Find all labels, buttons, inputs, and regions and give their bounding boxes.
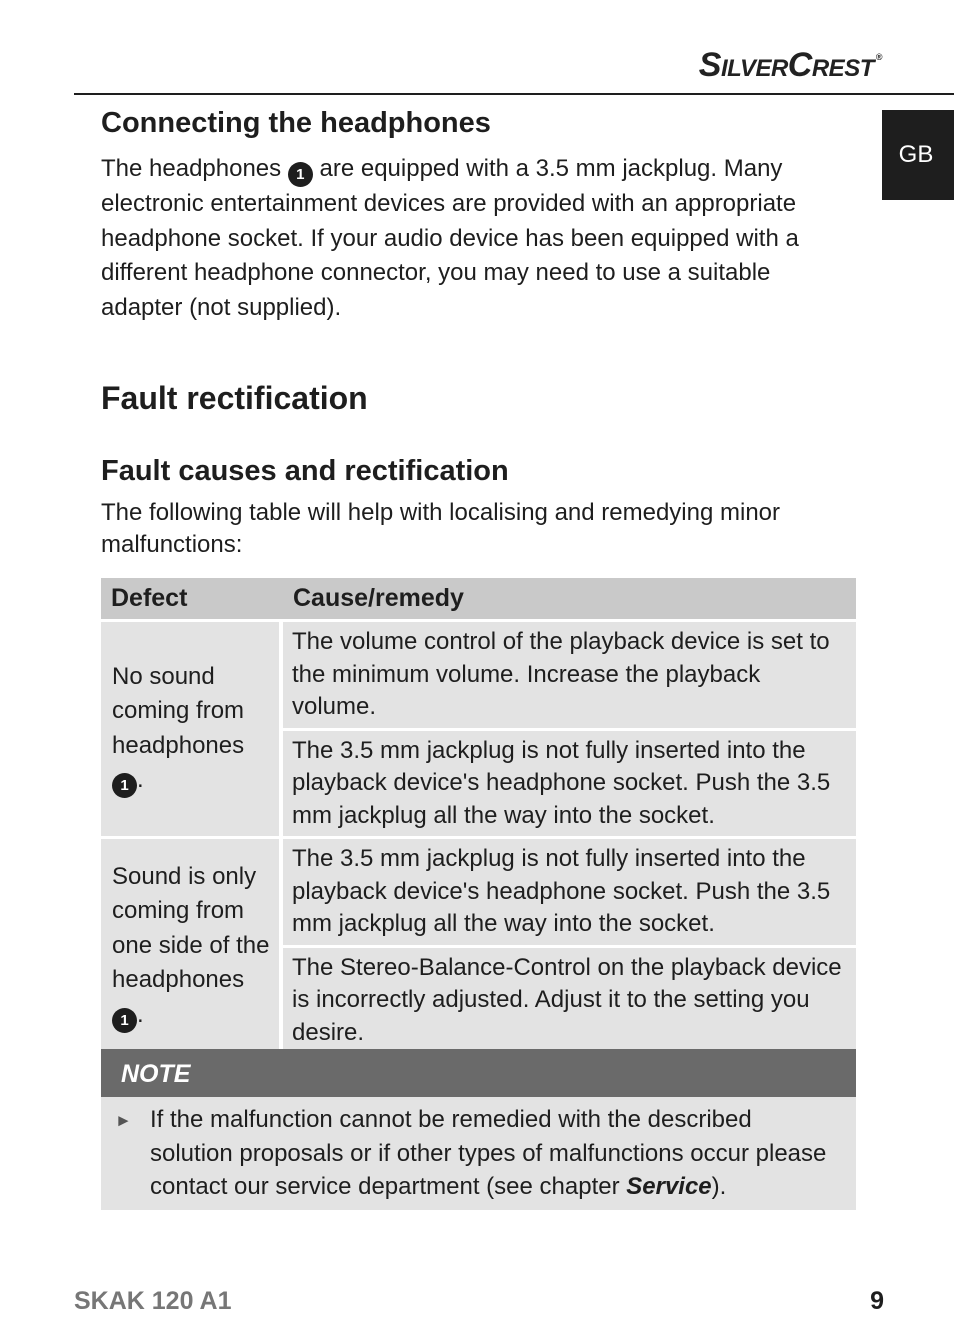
ref-number-icon: 1 <box>288 162 313 187</box>
section-subtitle-fault-causes: Fault causes and rectification <box>101 455 509 487</box>
footer-model: SKAK 120 A1 <box>74 1287 232 1315</box>
note-box <box>101 1049 856 1210</box>
section-title-headphones: Connecting the headphones <box>101 107 491 139</box>
fault-table <box>101 578 856 1053</box>
brand-logo: SilverCrest ® <box>698 46 882 84</box>
table-header <box>101 578 856 619</box>
header-defect: Defect <box>111 584 188 612</box>
cause-cell: The 3.5 mm jackplug is not fully inserted into the playback device's headphone socket. Push the 3.5 mm jackplug all the way into the socket. <box>283 839 856 945</box>
defect-cell: Sound is only coming from one side of the headphones 1 . <box>101 839 279 1053</box>
header-cause-remedy: Cause/remedy <box>293 584 464 612</box>
table-row <box>101 622 856 836</box>
note-body <box>101 1097 856 1210</box>
ref-number-icon: 1 <box>112 1008 137 1033</box>
cause-list <box>283 839 856 1053</box>
cause-cell: The 3.5 mm jackplug is not fully inserted into the playback device's headphone socket. Push the 3.5 mm jackplug all the way into the socket. <box>283 731 856 837</box>
language-tab: GB <box>882 110 954 200</box>
cause-cell: The volume control of the playback device is set to the minimum volume. Increase the playback volume. <box>283 622 856 728</box>
table-row <box>101 839 856 1053</box>
fault-intro: The following table will help with localising and remedying minor malfunctions: <box>101 499 781 558</box>
header-rule <box>74 93 954 95</box>
note-text: If the malfunction cannot be remedied with the described solution proposals or if other types of malfunctions occur please contact our service department (see chapter Service). <box>150 1106 827 1200</box>
note-title: NOTE <box>101 1049 856 1097</box>
triangle-right-icon: ► <box>115 1111 132 1130</box>
section-title-fault: Fault rectification <box>101 380 368 416</box>
ref-number-icon: 1 <box>112 773 137 798</box>
headphones-paragraph: The headphones 1 are equipped with a 3.5 mm jackplug. Many electronic entertainment devices are provided with an appropriate headphone socket. If your audio device has been equipped with a different headphone connector, you may need to use a suitable adapter (not supplied). <box>101 155 799 321</box>
page-number: 9 <box>870 1287 884 1315</box>
cause-cell: The Stereo-Balance-Control on the playback device is incorrectly adjusted. Adjust it to the setting you desire. <box>283 948 856 1054</box>
defect-cell: No sound coming from headphones 1 . <box>101 622 279 836</box>
cause-list <box>283 622 856 836</box>
